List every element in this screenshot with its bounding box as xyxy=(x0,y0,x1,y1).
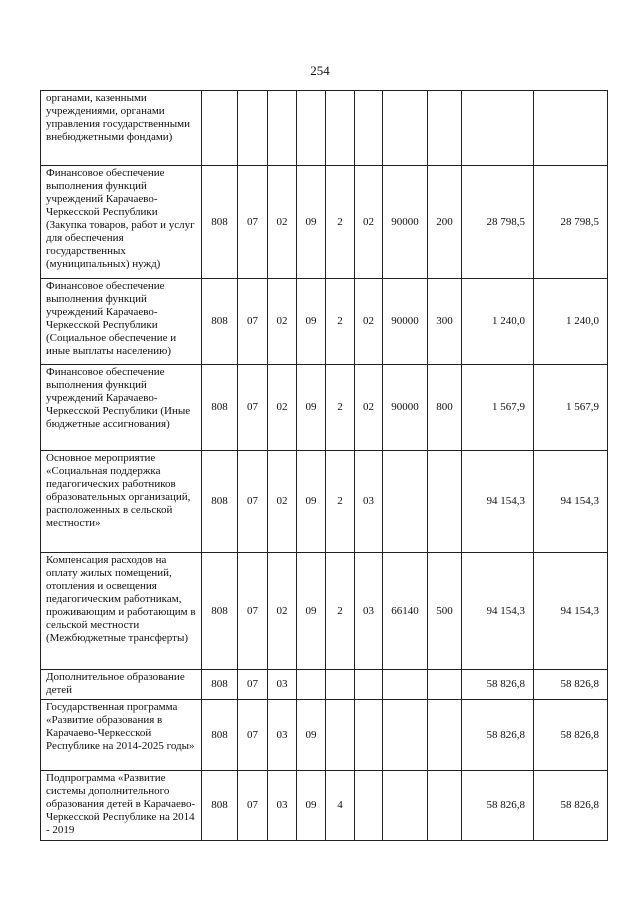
program-code xyxy=(297,670,326,700)
amount-2: 28 798,5 xyxy=(534,166,608,279)
amount-1: 94 154,3 xyxy=(462,553,534,670)
program-code: 09 xyxy=(297,451,326,553)
direction-code xyxy=(383,91,428,166)
subsection-code: 02 xyxy=(268,365,297,451)
section-code xyxy=(238,91,268,166)
ved-code xyxy=(202,91,238,166)
subprogram-code: 2 xyxy=(326,365,355,451)
amount-2: 1 240,0 xyxy=(534,279,608,365)
subprogram-code: 2 xyxy=(326,279,355,365)
program-code xyxy=(297,91,326,166)
amount-1 xyxy=(462,91,534,166)
main-event-code xyxy=(355,670,383,700)
table-row xyxy=(41,451,608,553)
main-event-code xyxy=(355,91,383,166)
amount-2: 94 154,3 xyxy=(534,451,608,553)
row-description: Подпрограмма «Развитие системы дополнительного образования детей в Карачаево-Черкесской Республике на 2014 - 2019 xyxy=(41,771,202,841)
ved-code: 808 xyxy=(202,670,238,700)
row-description: Компенсация расходов на оплату жилых помещений, отопления и освещения педагогическим работникам, проживающим и работающим в сельской местности (Межбюджетные трансферты) xyxy=(41,553,202,670)
amount-1: 1 240,0 xyxy=(462,279,534,365)
amount-2: 94 154,3 xyxy=(534,553,608,670)
direction-code xyxy=(383,700,428,771)
direction-code: 66140 xyxy=(383,553,428,670)
subprogram-code: 2 xyxy=(326,553,355,670)
subprogram-code xyxy=(326,91,355,166)
amount-1: 58 826,8 xyxy=(462,771,534,841)
main-event-code xyxy=(355,771,383,841)
table-row xyxy=(41,365,608,451)
subsection-code: 02 xyxy=(268,553,297,670)
table-row xyxy=(41,166,608,279)
program-code: 09 xyxy=(297,553,326,670)
section-code: 07 xyxy=(238,451,268,553)
expense-type-code: 800 xyxy=(428,365,462,451)
subsection-code: 02 xyxy=(268,451,297,553)
main-event-code: 03 xyxy=(355,553,383,670)
table-row xyxy=(41,670,608,700)
subprogram-code: 4 xyxy=(326,771,355,841)
main-event-code: 03 xyxy=(355,451,383,553)
table-row xyxy=(41,279,608,365)
ved-code: 808 xyxy=(202,771,238,841)
ved-code: 808 xyxy=(202,365,238,451)
row-description: Дополнительное образование детей xyxy=(41,670,202,700)
row-description: Финансовое обеспечение выполнения функций учреждений Карачаево-Черкесской Республики (Закупка товаров, работ и услуг для обеспечения государственных (муниципальных) нужд) xyxy=(41,166,202,279)
main-event-code: 02 xyxy=(355,166,383,279)
row-description: Финансовое обеспечение выполнения функций учреждений Карачаево-Черкесской Республики (Социальное обеспечение и иные выплаты населению) xyxy=(41,279,202,365)
expense-type-code xyxy=(428,700,462,771)
section-code: 07 xyxy=(238,166,268,279)
subsection-code: 03 xyxy=(268,670,297,700)
direction-code: 90000 xyxy=(383,279,428,365)
program-code: 09 xyxy=(297,279,326,365)
amount-2: 58 826,8 xyxy=(534,670,608,700)
row-description: Финансовое обеспечение выполнения функций учреждений Карачаево-Черкесской Республики (Иные бюджетные ассигнования) xyxy=(41,365,202,451)
main-event-code: 02 xyxy=(355,365,383,451)
subprogram-code xyxy=(326,670,355,700)
subsection-code xyxy=(268,91,297,166)
program-code: 09 xyxy=(297,365,326,451)
row-description: органами, казенными учреждениями, органами управления государственными внебюджетными фондами) xyxy=(41,91,202,166)
page-number: 254 xyxy=(310,63,330,78)
direction-code xyxy=(383,670,428,700)
section-code: 07 xyxy=(238,279,268,365)
ved-code: 808 xyxy=(202,279,238,365)
table-row xyxy=(41,700,608,771)
subprogram-code: 2 xyxy=(326,451,355,553)
expense-type-code: 200 xyxy=(428,166,462,279)
row-description: Основное мероприятие «Социальная поддержка педагогических работников образовательных организаций, расположенных в сельской местности» xyxy=(41,451,202,553)
budget-table xyxy=(40,90,608,841)
expense-type-code xyxy=(428,451,462,553)
table-row xyxy=(41,91,608,166)
direction-code: 90000 xyxy=(383,365,428,451)
section-code: 07 xyxy=(238,553,268,670)
amount-2: 58 826,8 xyxy=(534,771,608,841)
ved-code: 808 xyxy=(202,553,238,670)
ved-code: 808 xyxy=(202,166,238,279)
amount-1: 28 798,5 xyxy=(462,166,534,279)
section-code: 07 xyxy=(238,670,268,700)
program-code: 09 xyxy=(297,700,326,771)
table-row xyxy=(41,553,608,670)
subsection-code: 03 xyxy=(268,700,297,771)
amount-1: 58 826,8 xyxy=(462,670,534,700)
subsection-code: 03 xyxy=(268,771,297,841)
section-code: 07 xyxy=(238,700,268,771)
subsection-code: 02 xyxy=(268,166,297,279)
expense-type-code xyxy=(428,670,462,700)
main-event-code xyxy=(355,700,383,771)
program-code: 09 xyxy=(297,771,326,841)
amount-2: 1 567,9 xyxy=(534,365,608,451)
section-code: 07 xyxy=(238,365,268,451)
table-row xyxy=(41,771,608,841)
amount-2: 58 826,8 xyxy=(534,700,608,771)
expense-type-code xyxy=(428,91,462,166)
subsection-code: 02 xyxy=(268,279,297,365)
direction-code: 90000 xyxy=(383,166,428,279)
expense-type-code: 300 xyxy=(428,279,462,365)
expense-type-code xyxy=(428,771,462,841)
amount-1: 94 154,3 xyxy=(462,451,534,553)
direction-code xyxy=(383,451,428,553)
amount-1: 1 567,9 xyxy=(462,365,534,451)
subprogram-code xyxy=(326,700,355,771)
ved-code: 808 xyxy=(202,700,238,771)
section-code: 07 xyxy=(238,771,268,841)
expense-type-code: 500 xyxy=(428,553,462,670)
direction-code xyxy=(383,771,428,841)
subprogram-code: 2 xyxy=(326,166,355,279)
main-event-code: 02 xyxy=(355,279,383,365)
row-description: Государственная программа «Развитие образования в Карачаево-Черкесской Республике на 2014-2025 годы» xyxy=(41,700,202,771)
amount-1: 58 826,8 xyxy=(462,700,534,771)
ved-code: 808 xyxy=(202,451,238,553)
program-code: 09 xyxy=(297,166,326,279)
amount-2 xyxy=(534,91,608,166)
